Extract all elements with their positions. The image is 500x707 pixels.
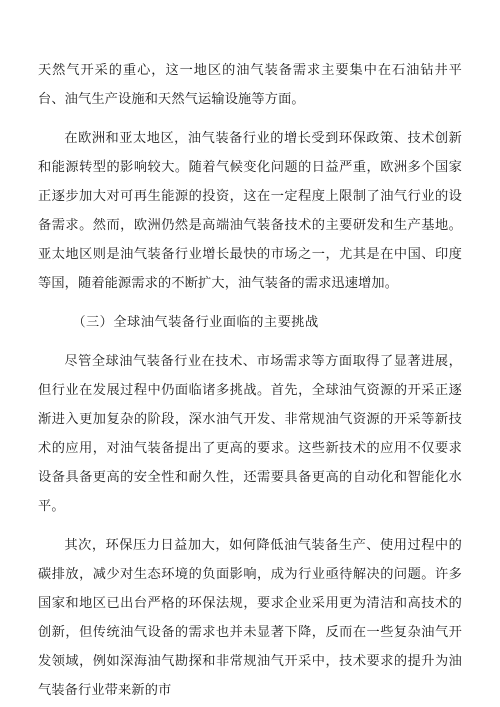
paragraph-europe-asia-pacific: 在欧洲和亚太地区，油气装备行业的增长受到环保政策、技术创新和能源转型的影响较大。随着气候变化问题的日益严重，欧洲多个国家正逐步加大对可再生能源的投资，这在一定程度上限制了油气行业的设备需求。然而，欧洲仍然是高端油气装备技术的主要研发和生产基地。亚太地区则是油气装备行业增长最快的市场之一，尤其是在中国、印度等国，随着能源需求的不断扩大，油气装备的需求迅速增加。 [38,131,462,291]
paragraph-continuation: 天然气开采的重心，这一地区的油气装备需求主要集中在石油钻井平台、油气生产设施和天然气运输设施等方面。 [38,63,462,107]
paragraph-challenges-first: 尽管全球油气装备行业在技术、市场需求等方面取得了显著进展，但行业在发展过程中仍面临诸多挑战。首先，全球油气资源的开采正逐渐进入更加复杂的阶段，深水油气开发、非常规油气资源的开采等新技术的应用，对油气装备提出了更高的要求。这些新技术的应用不仅要求设备具备更高的安全性和耐久性，还需要具备更高的自动化和智能化水平。 [38,354,462,514]
section-heading: （三）全球油气装备行业面临的主要挑战 [72,315,319,330]
paragraph-challenges-second: 其次，环保压力日益加大，如何降低油气装备生产、使用过程中的碳排放，减少对生态环境的负面影响，成为行业亟待解决的问题。许多国家和地区已出台严格的环保法规，要求企业采用更为清洁和高技术的创新，但传统油气设备的需求也并未显著下降，反而在一些复杂油气开发领域，例如深海油气勘探和非常规油气开采中，技术要求的提升为油气装备行业带来新的市 [38,538,462,698]
